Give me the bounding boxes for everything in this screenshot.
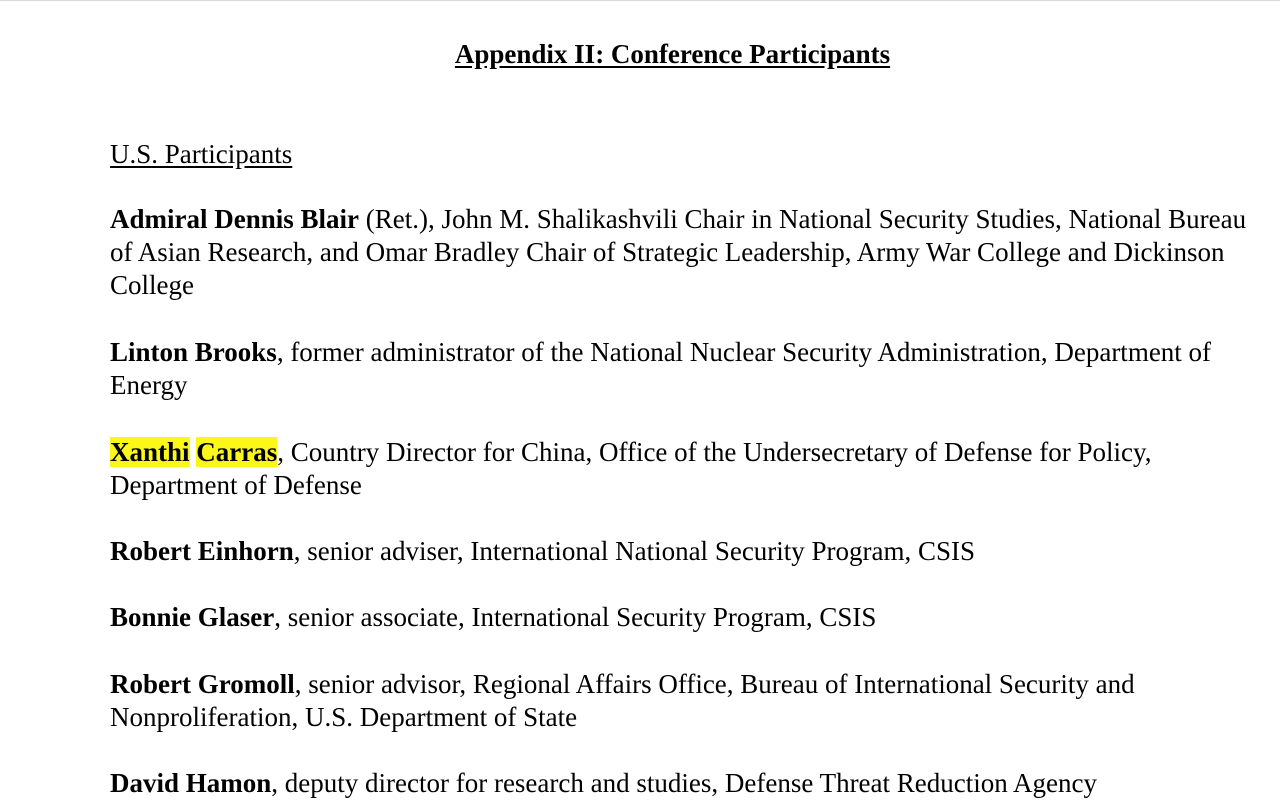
- participant-description: , senior advisor, Regional Affairs Office, Bureau of International Security and Nonproliferation, U.S. Department of State: [110, 669, 1135, 732]
- participant-entry: [110, 601, 1250, 634]
- participant-entry-highlighted: [110, 436, 1250, 502]
- participant-name: David Hamon: [110, 768, 272, 798]
- document-page: [0, 1, 1280, 809]
- participant-entry: [110, 767, 1250, 800]
- participant-name: Linton Brooks: [110, 337, 277, 367]
- participant-description: , deputy director for research and studies, Defense Threat Reduction Agency: [271, 768, 1097, 798]
- participant-name: Robert Gromoll: [110, 669, 295, 699]
- participant-description: , senior adviser, International National Security Program, CSIS: [293, 536, 976, 566]
- participant-entry: [110, 668, 1250, 734]
- participant-description: , senior associate, International Security Program, CSIS: [274, 602, 877, 632]
- participant-name: Admiral Dennis Blair: [110, 204, 360, 234]
- participant-name-last-highlighted: Carras: [196, 437, 278, 467]
- participant-description: , former administrator of the National Nuclear Security Administration, Department of Energy: [110, 337, 1212, 400]
- participant-entry: [110, 535, 1250, 568]
- page-title: Appendix II: Conference Participants: [454, 39, 891, 69]
- participant-description: , Country Director for China, Office of the Undersecretary of Defense for Policy, Department of Defense: [110, 437, 1152, 500]
- participant-entry: [110, 203, 1250, 302]
- participant-description: (Ret.), John M. Shalikashvili Chair in National Security Studies, National Bureau of Asian Research, and Omar Bradley Chair of Strategic Leadership, Army War College and Dickinson College: [110, 204, 1247, 300]
- participant-name: Robert Einhorn: [110, 536, 294, 566]
- participant-entry: [110, 336, 1250, 402]
- participant-name-first-highlighted: Xanthi: [110, 437, 190, 467]
- section-heading: U.S. Participants: [110, 139, 293, 169]
- participant-name: Bonnie Glaser: [110, 602, 275, 632]
